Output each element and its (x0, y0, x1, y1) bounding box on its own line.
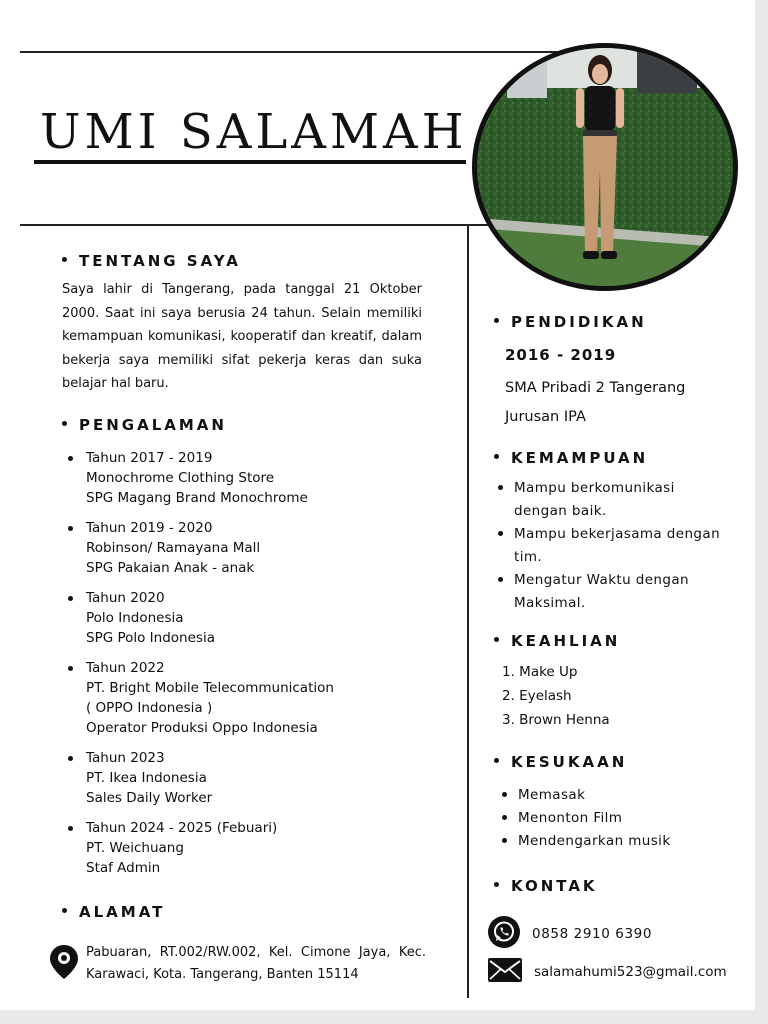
list-item: Tahun 2022 PT. Bright Mobile Telecommunication ( OPPO Indonesia ) Operator Produksi Oppo Indonesia (66, 658, 446, 738)
about-heading: TENTANG SAYA (62, 252, 241, 270)
list-item: 1. Make Up (502, 664, 578, 680)
bullet-dot (62, 421, 67, 426)
bullet-dot (494, 882, 499, 887)
education-major: Jurusan IPA (505, 409, 586, 425)
bullet-dot (494, 637, 499, 642)
hobbies-list (500, 784, 740, 853)
education-heading: PENDIDIKAN (494, 313, 647, 331)
list-item: Menonton Film (500, 807, 740, 830)
page-title: UMI SALAMAH (40, 104, 468, 160)
bullet-dot (62, 908, 67, 913)
contact-email (488, 958, 727, 986)
list-item: Mengatur Waktu dengan Maksimal. (496, 569, 721, 614)
list-item: Mendengarkan musik (500, 830, 740, 853)
list-item: Tahun 2019 - 2020 Robinson/ Ramayana Mall SPG Pakaian Anak - anak (66, 518, 446, 578)
abilities-heading: KEMAMPUAN (494, 449, 648, 467)
bullet-dot (494, 454, 499, 459)
bullet-dot (62, 257, 67, 262)
profile-photo (472, 43, 738, 291)
contact-heading: KONTAK (494, 877, 598, 895)
list-item: Tahun 2023 PT. Ikea Indonesia Sales Daily Worker (66, 748, 446, 808)
bullet-dot (494, 758, 499, 763)
experience-heading: PENGALAMAN (62, 416, 227, 434)
header-bottom-divider (20, 224, 490, 226)
title-underline (34, 160, 466, 164)
contact-phone (488, 916, 652, 952)
education-school: SMA Pribadi 2 Tangerang (505, 380, 686, 396)
list-item: Tahun 2020 Polo Indonesia SPG Polo Indonesia (66, 588, 446, 648)
experience-list (66, 448, 446, 878)
bullet-dot (494, 318, 499, 323)
about-text: Saya lahir di Tangerang, pada tanggal 21 Oktober 2000. Saat ini saya berusia 24 tahun. Selain memiliki kemampuan komunikasi, kooperatif dan kreatif, dalam bekerja saya memiliki sifat pekerja keras dan suka belajar hal baru. (62, 282, 422, 391)
address-heading: ALAMAT (62, 903, 165, 921)
address-text: Pabuaran, RT.002/RW.002, Kel. Cimone Jaya, Kec. Karawaci, Kota. Tangerang, Banten 15114 (86, 945, 426, 982)
list-item: Mampu bekerjasama dengan tim. (496, 523, 721, 568)
skills-list (502, 660, 610, 732)
top-divider (20, 51, 560, 53)
list-item: Mampu berkomunikasi dengan baik. (496, 477, 721, 522)
education-years: 2016 - 2019 (505, 346, 617, 364)
column-divider (467, 226, 469, 998)
phone-number[interactable]: 0858 2910 6390 (532, 926, 653, 942)
list-item: Tahun 2024 - 2025 (Febuari) PT. Weichuang Staf Admin (66, 818, 446, 878)
envelope-icon (488, 958, 522, 986)
list-item: 3. Brown Henna (502, 712, 610, 728)
list-item: Tahun 2017 - 2019 Monochrome Clothing Store SPG Magang Brand Monochrome (66, 448, 446, 508)
list-item: 2. Eyelash (502, 688, 572, 704)
skills-heading: KEAHLIAN (494, 632, 620, 650)
abilities-list (496, 477, 721, 614)
email-address[interactable]: salamahumi523@gmail.com (534, 964, 727, 980)
list-item: Memasak (500, 784, 740, 807)
hobbies-heading: KESUKAAN (494, 753, 627, 771)
location-pin-icon (49, 944, 79, 984)
whatsapp-icon (488, 916, 520, 952)
